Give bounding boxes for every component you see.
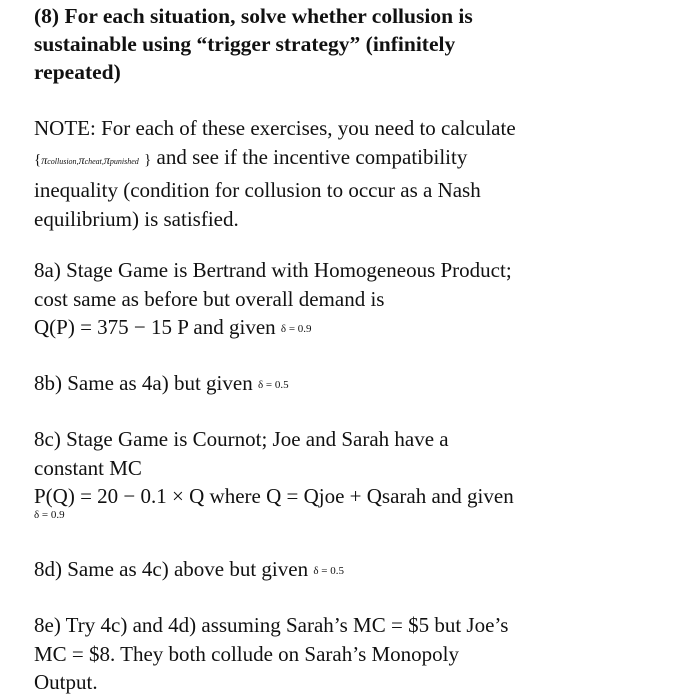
q8e-line-2: MC = $8. They both collude on Sarah’s Monopoly xyxy=(34,641,460,666)
q8b-delta: δ = 0.5 xyxy=(257,379,289,391)
q8a-line-3-text: Q(P) = 375 − 15 P and given xyxy=(34,315,276,339)
note-paragraph xyxy=(34,114,654,233)
question-8d xyxy=(34,555,654,586)
note-line-2-text: and see if the incentive compatibility xyxy=(156,144,468,169)
question-heading xyxy=(34,2,654,86)
heading-line-1: (8) For each situation, solve whether collusion is xyxy=(34,4,473,28)
q8a-delta: δ = 0.9 xyxy=(280,323,312,335)
q8b-line-1 xyxy=(34,369,654,400)
q8b-line-1-text: 8b) Same as 4a) but given xyxy=(34,371,253,395)
question-8c xyxy=(34,425,654,523)
q8a-line-3 xyxy=(34,313,654,344)
note-line-1: NOTE: For each of these exercises, you need to calculate xyxy=(34,116,516,140)
q8c-delta: δ = 0.9 xyxy=(34,508,65,521)
q8c-line-1: 8c) Stage Game is Cournot; Joe and Sarah have a xyxy=(34,427,449,451)
subscript-punished: punished xyxy=(109,156,139,166)
pi-symbol-1: π xyxy=(41,152,48,167)
question-8e xyxy=(34,611,654,697)
subscript-cheat: cheat xyxy=(84,156,102,166)
q8e-line-3: Output. xyxy=(34,670,98,694)
pi-symbol-2: π xyxy=(78,152,85,167)
heading-line-3: repeated) xyxy=(34,60,121,84)
question-8a xyxy=(34,256,654,344)
q8d-line-1-text: 8d) Same as 4c) above but given xyxy=(34,557,309,581)
pi-symbol-3: π xyxy=(103,152,110,167)
q8c-line-2: constant MC xyxy=(34,455,142,480)
note-line-4: equilibrium) is satisfied. xyxy=(34,206,239,231)
set-open-brace: { xyxy=(34,151,42,168)
profit-set: {πcollusion,πcheat,πpunished } xyxy=(34,151,152,168)
set-close-brace: } xyxy=(144,151,152,168)
question-8b xyxy=(34,369,654,400)
q8d-line-1 xyxy=(34,555,654,586)
q8d-delta: δ = 0.5 xyxy=(313,565,344,577)
subscript-collusion: collusion xyxy=(47,156,77,166)
heading-line-2: sustainable using “trigger strategy” (infinitely xyxy=(34,32,456,56)
q8e-line-1: 8e) Try 4c) and 4d) assuming Sarah’s MC = $5 but Joe’s xyxy=(34,613,509,637)
q8c-line-3: P(Q) = 20 − 0.1 × Q where Q = Qjoe + Qsarah and given xyxy=(34,484,514,508)
note-line-3: inequality (condition for collusion to occur as a Nash xyxy=(34,178,481,202)
q8a-line-1: 8a) Stage Game is Bertrand with Homogeneous Product; xyxy=(34,258,512,282)
q8a-line-2: cost same as before but overall demand is xyxy=(34,286,385,311)
note-line-2 xyxy=(34,143,654,177)
